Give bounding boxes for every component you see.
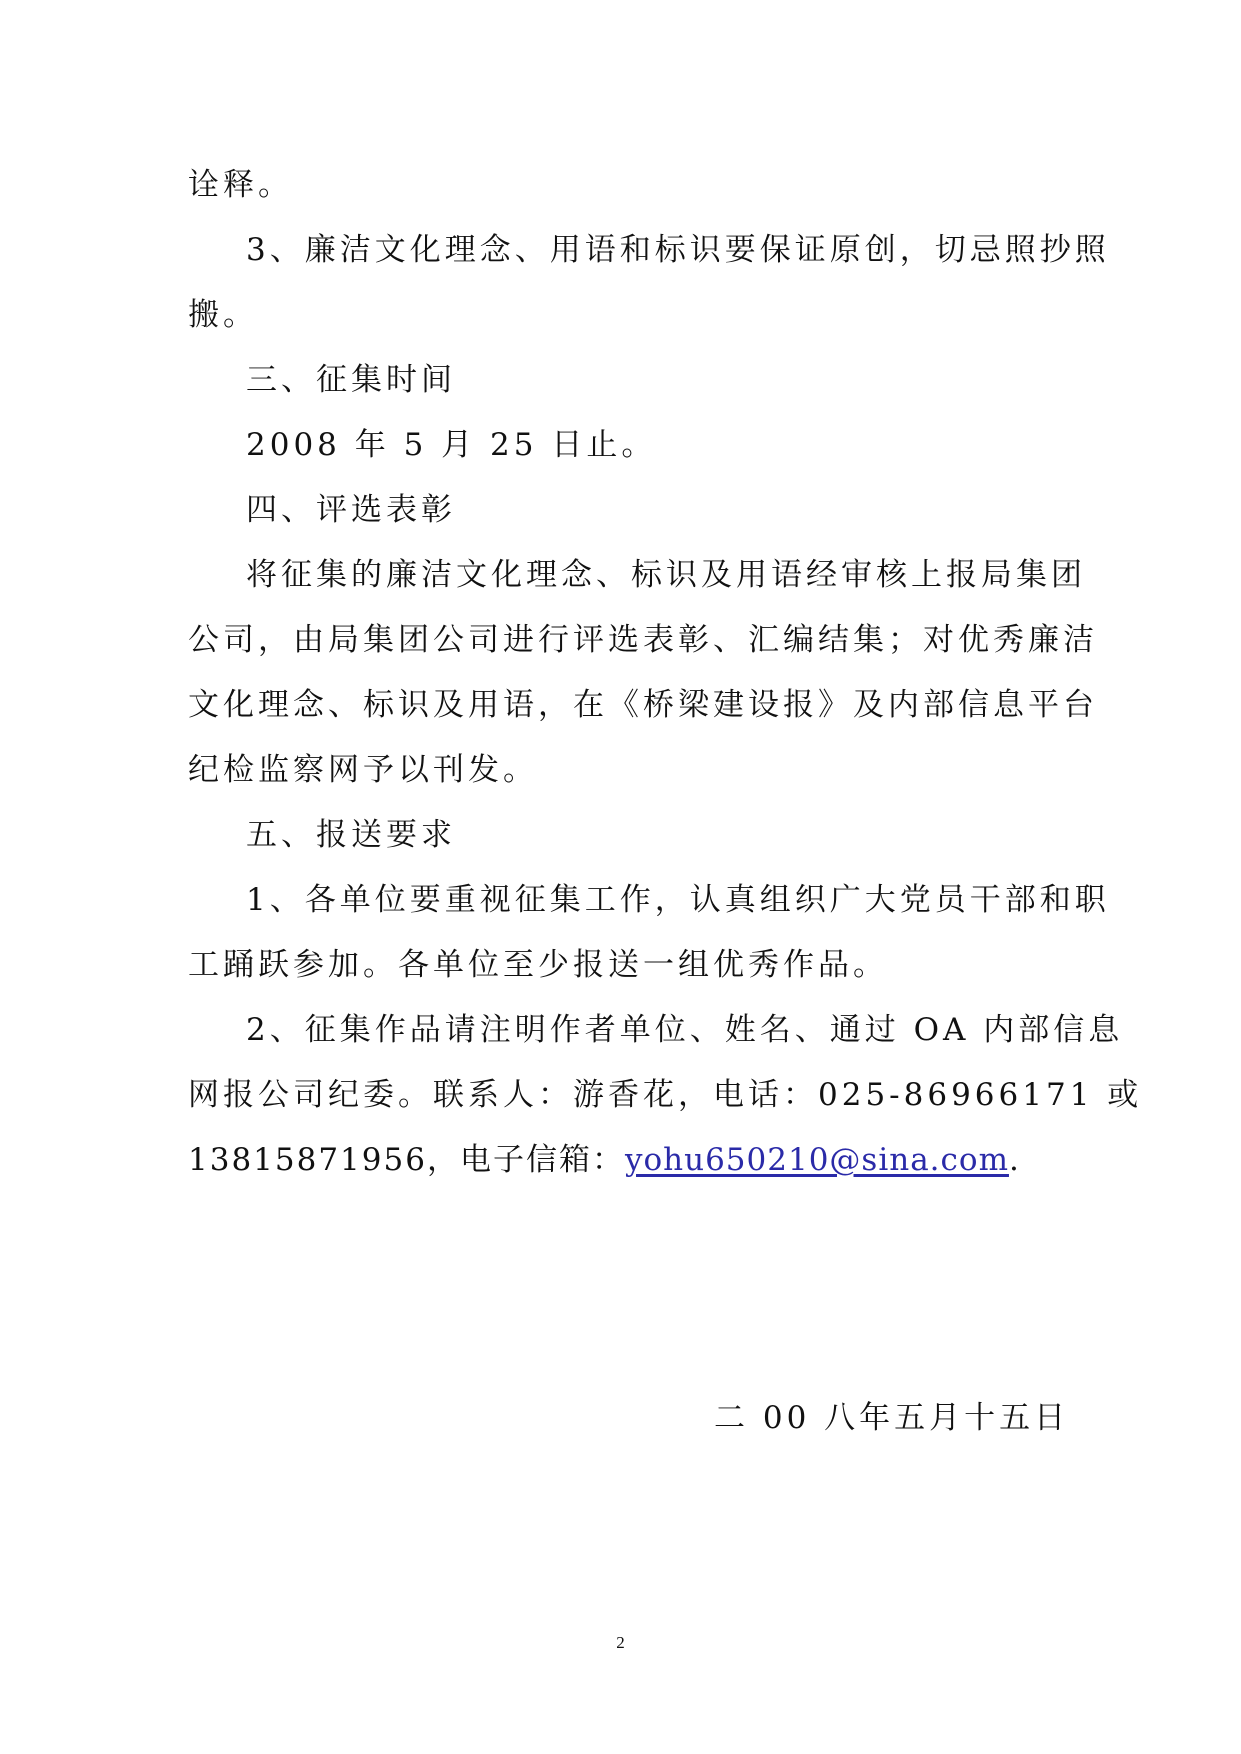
document-date: 二 00 八年五月十五日 [714, 1400, 1070, 1436]
paragraph-line: 2008 年 5 月 25 日止。 [246, 427, 657, 463]
paragraph-line: 网报公司纪委。联系人：游香花，电话：025-86966171 或 [188, 1077, 1143, 1113]
email-suffix: . [1008, 1142, 1021, 1178]
email-link[interactable]: yohu650210@sina.com [624, 1142, 1009, 1178]
page-number: 2 [616, 1633, 625, 1652]
paragraph-line: 2、征集作品请注明作者单位、姓名、通过 OA 内部信息 [246, 1012, 1124, 1048]
paragraph-line: 将征集的廉洁文化理念、标识及用语经审核上报局集团 [246, 557, 1086, 593]
paragraph-line: 工踊跃参加。各单位至少报送一组优秀作品。 [188, 947, 888, 983]
section-heading: 五、报送要求 [246, 817, 456, 853]
paragraph-line: 诠释。 [188, 167, 293, 203]
section-heading: 四、评选表彰 [246, 492, 456, 528]
contact-text: 13815871956，电子信箱： [188, 1142, 625, 1178]
paragraph-line: 纪检监察网予以刊发。 [188, 752, 538, 788]
paragraph-line: 3、廉洁文化理念、用语和标识要保证原创，切忌照抄照 [246, 232, 1110, 268]
paragraph-line: 1、各单位要重视征集工作，认真组织广大党员干部和职 [246, 882, 1110, 918]
paragraph-line: 文化理念、标识及用语，在《桥梁建设报》及内部信息平台 [188, 687, 1098, 723]
paragraph-line: 搬。 [188, 297, 258, 333]
paragraph-line: 公司，由局集团公司进行评选表彰、汇编结集；对优秀廉洁 [188, 622, 1098, 658]
contact-line [188, 1140, 1058, 1180]
section-heading: 三、征集时间 [246, 362, 456, 398]
